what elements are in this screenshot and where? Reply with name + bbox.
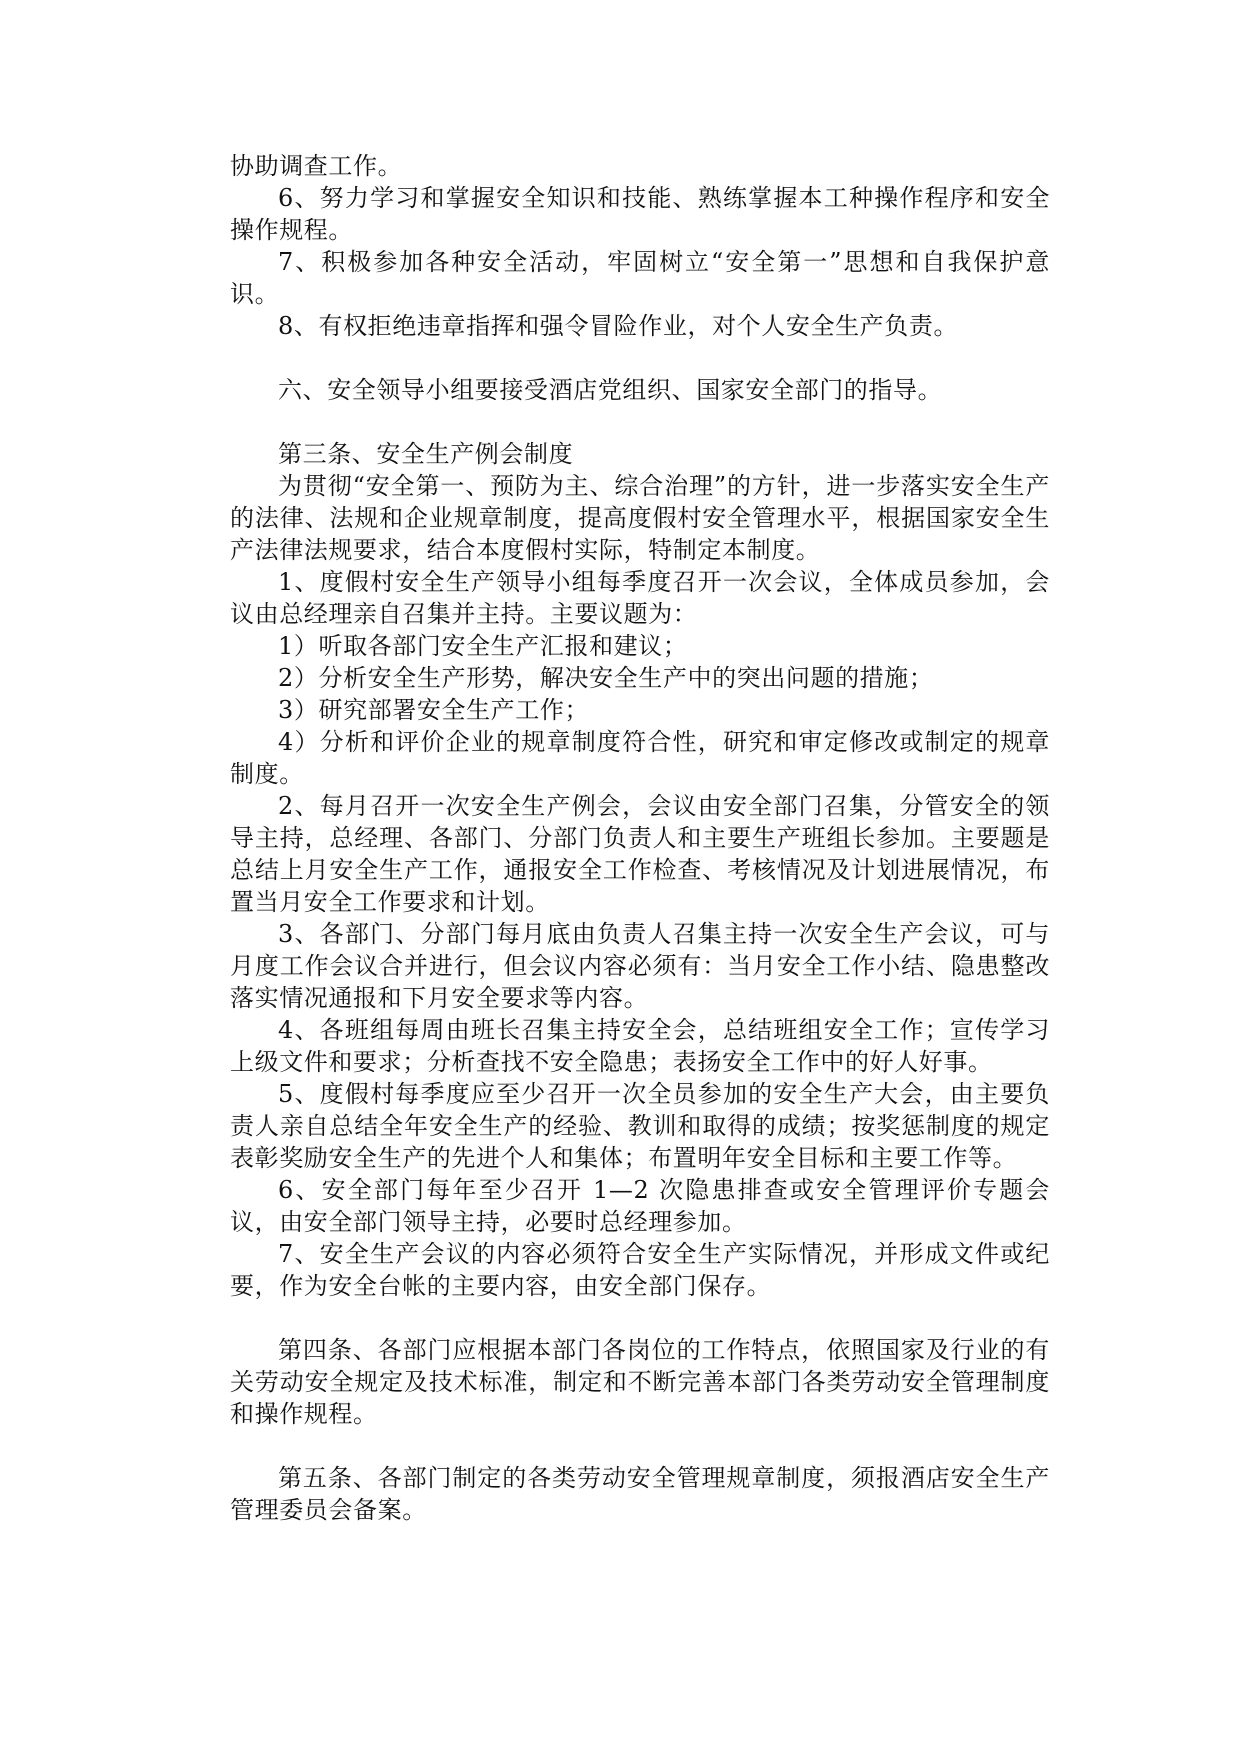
paragraph-spacer — [230, 1302, 1050, 1334]
paragraph-spacer — [230, 342, 1050, 374]
paragraph: 协助调查工作。 — [230, 152, 403, 180]
article-paragraph: 第四条、各部门应根据本部门各岗位的工作特点，依照国家及行业的有关劳动安全规定及技术标准，制定和不断完善本部门各类劳动安全管理制度和操作规程。 — [230, 1336, 1050, 1428]
paragraph: 为贯彻“安全第一、预防为主、综合治理”的方针，进一步落实安全生产的法律、法规和企业规章制度，提高度假村安全管理水平，根据国家安全生产法律法规要求，结合本度假村实际，特制定本制度。 — [230, 472, 1050, 564]
list-item: 5、度假村每季度应至少召开一次全员参加的安全生产大会，由主要负责人亲自总结全年安全生产的经验、教训和取得的成绩；按奖惩制度的规定表彰奖励安全生产的先进个人和集体；布置明年安全目标和主要工作等。 — [230, 1080, 1050, 1172]
list-item: 7、积极参加各种安全活动，牢固树立“安全第一”思想和自我保护意识。 — [230, 248, 1050, 308]
document-body — [230, 150, 1050, 1526]
sub-list-item: 4）分析和评价企业的规章制度符合性，研究和审定修改或制定的规章制度。 — [230, 728, 1050, 788]
section-item: 六、安全领导小组要接受酒店党组织、国家安全部门的指导。 — [278, 376, 943, 404]
list-item: 6、安全部门每年至少召开 1—2 次隐患排查或安全管理评价专题会议，由安全部门领导主持，必要时总经理参加。 — [230, 1176, 1050, 1236]
list-item: 6、努力学习和掌握安全知识和技能、熟练掌握本工种操作程序和安全操作规程。 — [230, 184, 1050, 244]
list-item: 3、各部门、分部门每月底由负责人召集主持一次安全生产会议，可与月度工作会议合并进行，但会议内容必须有：当月安全工作小结、隐患整改落实情况通报和下月安全要求等内容。 — [230, 920, 1050, 1012]
sub-list-item: 2）分析安全生产形势，解决安全生产中的突出问题的措施； — [278, 664, 934, 692]
list-item: 7、安全生产会议的内容必须符合安全生产实际情况，并形成文件或纪要，作为安全台帐的主要内容，由安全部门保存。 — [230, 1240, 1050, 1300]
sub-list-item: 3）研究部署安全生产工作； — [278, 696, 590, 724]
list-item: 1、度假村安全生产领导小组每季度召开一次会议，全体成员参加，会议由总经理亲自召集并主持。主要议题为： — [230, 568, 1050, 628]
paragraph-spacer — [230, 406, 1050, 438]
list-item: 8、有权拒绝违章指挥和强令冒险作业，对个人安全生产负责。 — [278, 312, 959, 340]
article-heading: 第三条、安全生产例会制度 — [278, 440, 574, 468]
list-item: 4、各班组每周由班长召集主持安全会，总结班组安全工作；宣传学习上级文件和要求；分析查找不安全隐患；表扬安全工作中的好人好事。 — [230, 1016, 1050, 1076]
sub-list-item: 1）听取各部门安全生产汇报和建议； — [278, 632, 688, 660]
list-item: 2、每月召开一次安全生产例会，会议由安全部门召集，分管安全的领导主持，总经理、各部门、分部门负责人和主要生产班组长参加。主要题是总结上月安全生产工作，通报安全工作检查、考核情况及计划进展情况，布置当月安全工作要求和计划。 — [230, 792, 1050, 916]
article-paragraph: 第五条、各部门制定的各类劳动安全管理规章制度，须报酒店安全生产管理委员会备案。 — [230, 1464, 1050, 1524]
paragraph-spacer — [230, 1430, 1050, 1462]
